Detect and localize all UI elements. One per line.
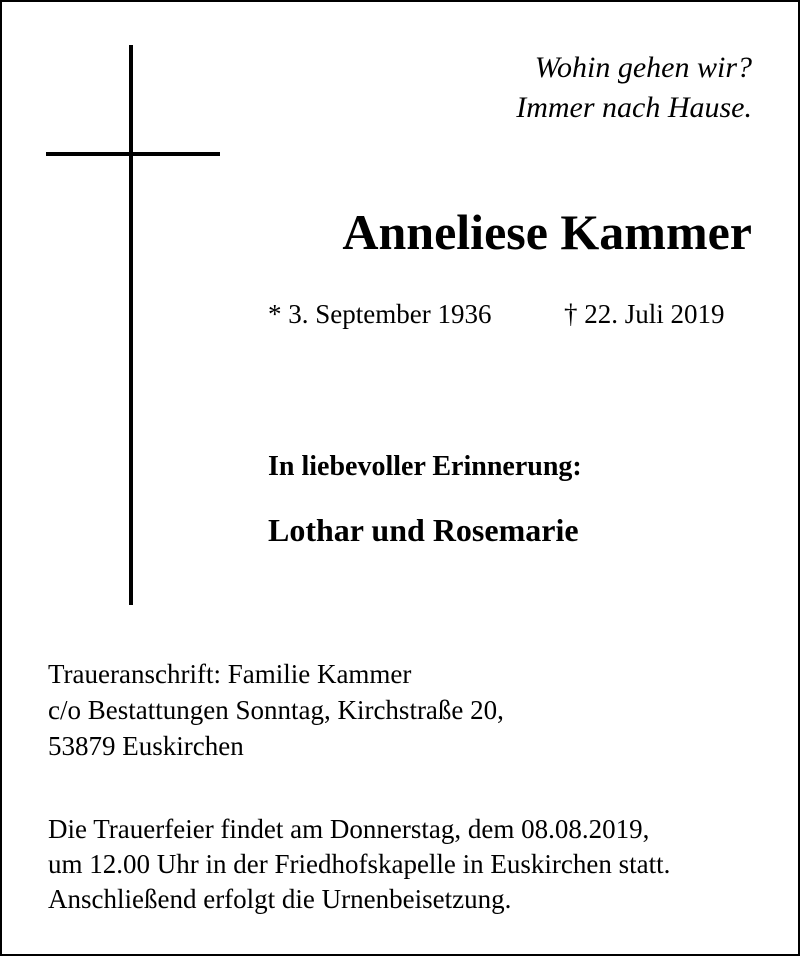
service-line: Die Trauerfeier findet am Donnerstag, dem 08.08.2019, bbox=[48, 814, 650, 844]
motto-line: Immer nach Hause. bbox=[516, 91, 752, 124]
funeral-service-info bbox=[48, 812, 670, 917]
address-line: c/o Bestattungen Sonntag, Kirchstraße 20, bbox=[48, 695, 504, 725]
mourning-address bbox=[48, 656, 504, 764]
motto bbox=[516, 48, 752, 128]
cross-icon bbox=[129, 45, 133, 605]
service-line: um 12.00 Uhr in der Friedhofskapelle in Euskirchen statt. bbox=[48, 849, 671, 879]
motto-line: Wohin gehen wir? bbox=[534, 51, 752, 84]
life-dates bbox=[268, 296, 725, 332]
cross-icon-crossbar bbox=[46, 152, 220, 156]
service-line: Anschließend erfolgt die Urnenbeisetzung. bbox=[48, 884, 512, 914]
signers: Lothar und Rosemarie bbox=[268, 512, 579, 548]
address-line: 53879 Euskirchen bbox=[48, 731, 244, 761]
remembrance-heading: In liebevoller Erinnerung: bbox=[268, 451, 582, 482]
address-line: Traueranschrift: Familie Kammer bbox=[48, 659, 412, 689]
deceased-name: Anneliese Kammer bbox=[342, 204, 752, 260]
birth-date: * 3. September 1936 bbox=[268, 299, 492, 329]
death-date: † 22. Juli 2019 bbox=[564, 299, 725, 329]
